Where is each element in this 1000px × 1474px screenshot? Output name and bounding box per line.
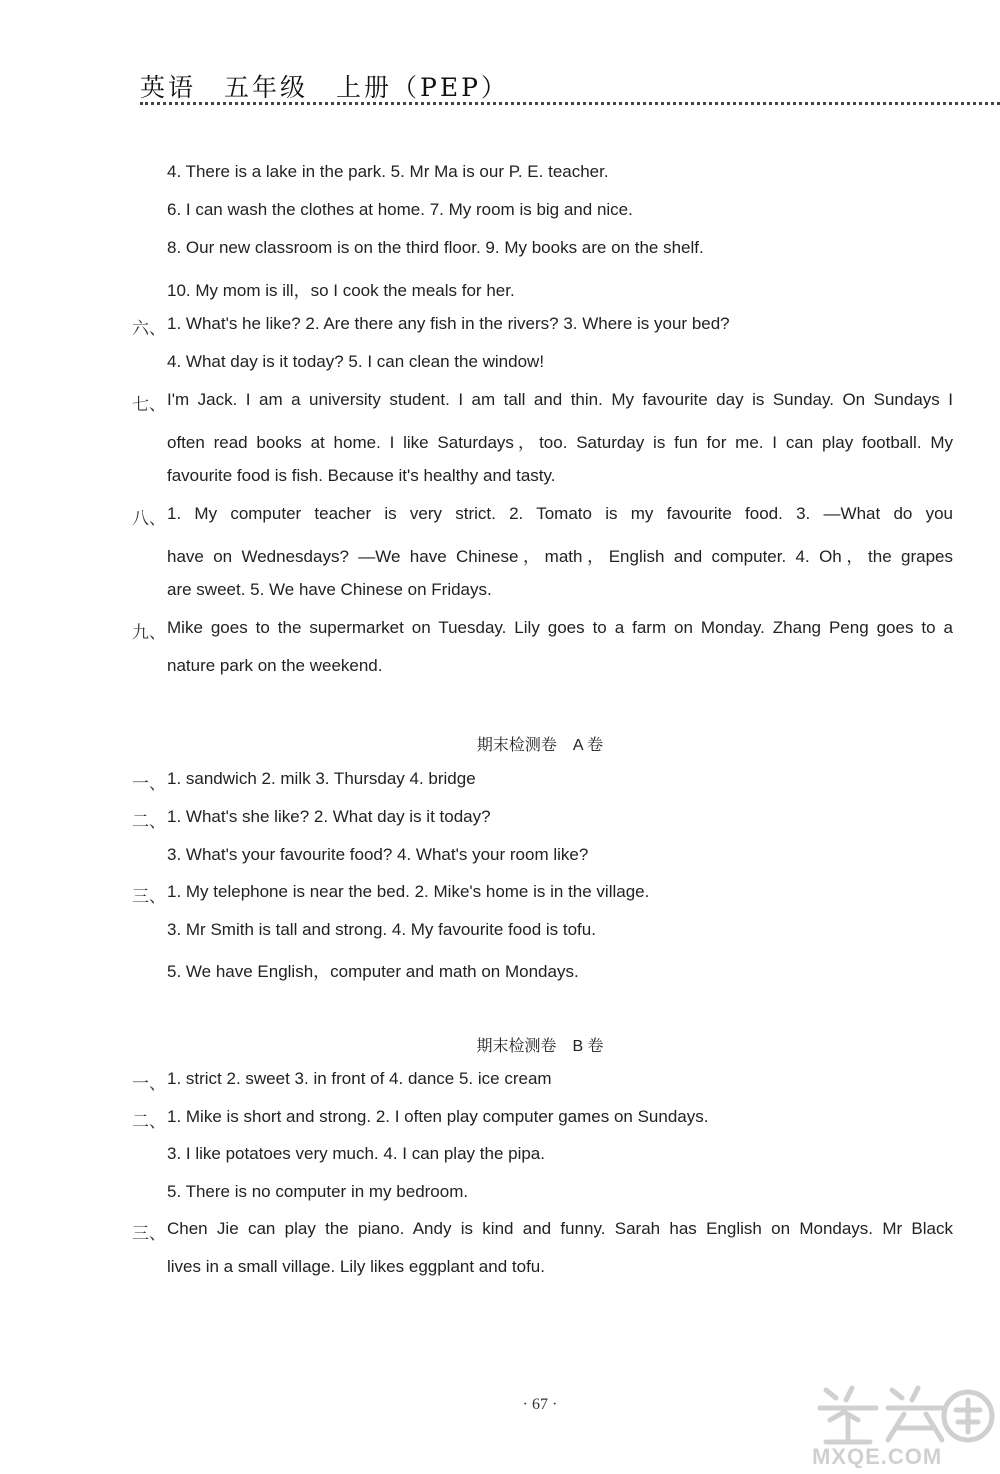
answer-line: 1. My computer teacher is very strict. 2. Tomato is my favourite food. 3. —What do you xyxy=(167,504,953,523)
answer-line: 1. What's he like? 2. Are there any fish in the rivers? 3. Where is your bed? xyxy=(167,314,730,333)
answer-line: 1. What's she like? 2. What day is it today? xyxy=(167,807,491,826)
question-marker-9: 九、 xyxy=(132,623,166,642)
question-marker-3: 三、 xyxy=(132,887,166,906)
answer-line: Mike goes to the supermarket on Tuesday. Lily goes to a farm on Monday. Zhang Peng goes to a xyxy=(167,618,953,637)
answer-line: are sweet. 5. We have Chinese on Fridays. xyxy=(167,580,492,599)
question-marker-1: 一、 xyxy=(132,1074,166,1093)
answer-line: 5. There is no computer in my bedroom. xyxy=(167,1182,469,1201)
question-marker-2: 二、 xyxy=(132,1112,166,1131)
question-marker-8: 八、 xyxy=(132,509,166,528)
section-heading-a: 期末检测卷 A 卷 xyxy=(476,737,604,754)
question-marker-1: 一、 xyxy=(132,774,166,793)
answer-line: lives in a small village. Lily likes eggplant and tofu. xyxy=(167,1257,545,1276)
answer-line: 10. My mom is ill，so I cook the meals for her. xyxy=(167,281,515,300)
question-marker-3: 三、 xyxy=(132,1224,166,1243)
answer-line: Chen Jie can play the piano. Andy is kind and funny. Sarah has English on Mondays. Mr Black xyxy=(167,1219,953,1238)
question-marker-6: 六、 xyxy=(132,319,166,338)
answer-line: 1. strict 2. sweet 3. in front of 4. dance 5. ice cream xyxy=(167,1069,552,1088)
answer-line: nature park on the weekend. xyxy=(167,656,383,675)
answer-line: have on Wednesdays? —We have Chinese，math，English and computer. 4. Oh，the grapes xyxy=(167,547,953,566)
watermark-logo xyxy=(808,1376,998,1468)
answer-line: 6. I can wash the clothes at home. 7. My room is big and nice. xyxy=(167,200,633,219)
answer-line: 5. We have English，computer and math on Mondays. xyxy=(167,962,579,981)
answer-line: 3. What's your favourite food? 4. What's your room like? xyxy=(167,845,589,864)
answer-line: I'm Jack. I am a university student. I am tall and thin. My favourite day is Sunday. On Sundays I xyxy=(167,390,953,409)
section-heading-b: 期末检测卷 B 卷 xyxy=(476,1038,604,1055)
answer-line: 4. What day is it today? 5. I can clean the window! xyxy=(167,352,545,371)
answer-line: favourite food is fish. Because it's healthy and tasty. xyxy=(167,466,556,485)
answer-line: 3. Mr Smith is tall and strong. 4. My favourite food is tofu. xyxy=(167,920,596,939)
question-marker-7: 七、 xyxy=(132,395,166,414)
page-number: · 67 · xyxy=(522,1396,558,1413)
page-header-title: 英语 五年级 上册（PEP） xyxy=(140,73,509,102)
watermark-text: MXQE.COM xyxy=(812,1444,943,1468)
answer-line: 8. Our new classroom is on the third floor. 9. My books are on the shelf. xyxy=(167,238,704,257)
answer-line: 1. sandwich 2. milk 3. Thursday 4. bridge xyxy=(167,769,476,788)
answer-line: 1. My telephone is near the bed. 2. Mike's home is in the village. xyxy=(167,882,650,901)
answer-line: 1. Mike is short and strong. 2. I often play computer games on Sundays. xyxy=(167,1107,709,1126)
question-marker-2: 二、 xyxy=(132,812,166,831)
answer-line: often read books at home. I like Saturdays，too. Saturday is fun for me. I can play football. My xyxy=(167,433,953,452)
header-dotted-rule xyxy=(140,102,1000,105)
answer-line: 4. There is a lake in the park. 5. Mr Ma is our P. E. teacher. xyxy=(167,162,609,181)
answer-line: 3. I like potatoes very much. 4. I can play the pipa. xyxy=(167,1144,545,1163)
